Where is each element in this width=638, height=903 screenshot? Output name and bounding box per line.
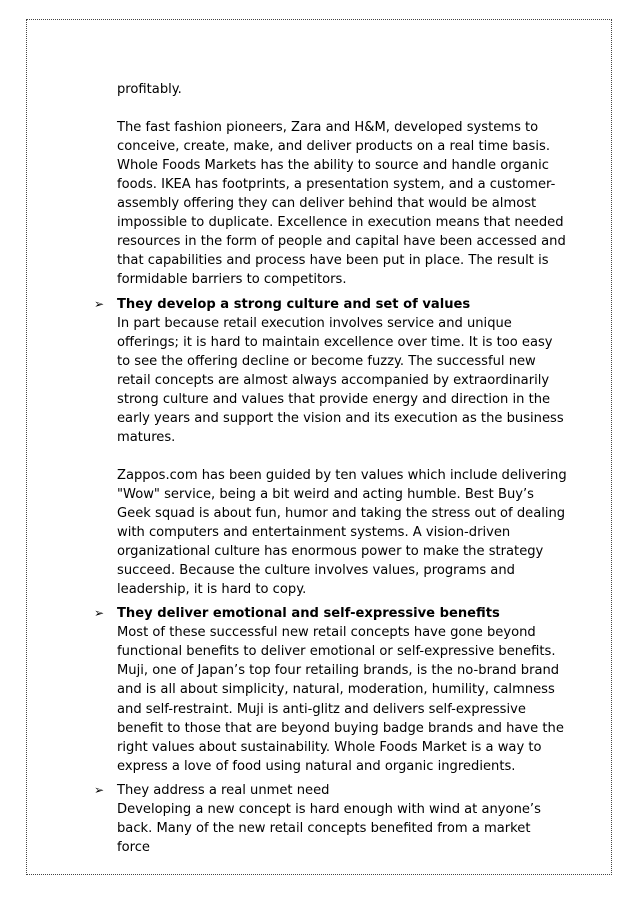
- bullet-paragraph: [117, 623, 567, 775]
- text-line: retail concepts are almost always accompanied by extraordinarily: [117, 372, 550, 388]
- bullet-heading: They address a real unmet need: [117, 782, 330, 798]
- text-line: resources in the form of people and capital have been accessed and: [117, 234, 566, 250]
- text-line: express a love of food using natural and organic ingredients.: [117, 758, 516, 774]
- bullet-heading: They deliver emotional and self-expressive benefits: [117, 606, 500, 622]
- text-line: leadership, it is hard to copy.: [117, 582, 307, 598]
- fast-fashion-paragraph: [117, 118, 567, 289]
- text-line: formidable barriers to competitors.: [117, 272, 347, 288]
- text-line: benefit to those that are beyond buying badge brands and have the: [117, 720, 564, 736]
- text-line: and is all about simplicity, natural, moderation, humility, calmness: [117, 682, 555, 698]
- bullet-paragraph: [117, 800, 567, 857]
- text-line: Zappos.com has been guided by ten values which include delivering: [117, 467, 567, 483]
- text-line: and self-restraint. Muji is anti-glitz and delivers self-expressive: [117, 701, 526, 717]
- text-line: impossible to duplicate. Excellence in execution means that needed: [117, 215, 564, 231]
- arrow-bullet-icon: ➢: [94, 296, 105, 311]
- text-line: matures.: [117, 429, 176, 445]
- text-line: Whole Foods Markets has the ability to source and handle organic: [117, 158, 549, 174]
- text-line: Muji, one of Japan’s top four retailing brands, is the no-brand brand: [117, 663, 560, 679]
- text-line: functional benefits to deliver emotional or self-expressive benefits.: [117, 644, 556, 660]
- text-line: organizational culture has enormous power to make the strategy: [117, 544, 544, 560]
- text-line: back. Many of the new retail concepts benefited from a market force: [117, 820, 531, 855]
- text-line: that capabilities and process have been put in place. The result is: [117, 253, 549, 269]
- arrow-bullet-icon: ➢: [94, 606, 105, 621]
- text-line: conceive, create, make, and deliver products on a real time basis.: [117, 139, 550, 155]
- bullet-culture-values: [94, 295, 567, 600]
- text-line: right values about sustainability. Whole Foods Market is a way to: [117, 739, 542, 755]
- document-body: [94, 80, 567, 857]
- text-line: "Wow" service, being a bit weird and acting humble. Best Buy’s: [117, 486, 534, 502]
- text-line: Developing a new concept is hard enough with wind at anyone’s: [117, 801, 541, 817]
- text-line: strong culture and values that provide energy and direction in the: [117, 391, 551, 407]
- text-line: The fast fashion pioneers, Zara and H&M, developed systems to: [117, 120, 539, 136]
- intro-tail-paragraph: [117, 80, 567, 99]
- text-line: Geek squad is about fun, humor and taking the stress out of dealing: [117, 506, 566, 522]
- text-line: offerings; it is hard to maintain excellence over time. It is too easy: [117, 334, 553, 350]
- arrow-bullet-icon: ➢: [94, 782, 105, 797]
- text-line: early years and support the vision and its execution as the business: [117, 410, 564, 426]
- text-line: assembly offering they can deliver behind that would be almost: [117, 196, 537, 212]
- text-line: succeed. Because the culture involves values, programs and: [117, 563, 515, 579]
- text-line: In part because retail execution involves service and unique: [117, 315, 512, 331]
- bullet-unmet-need: [94, 781, 567, 857]
- text-line: foods. IKEA has footprints, a presentation system, and a customer-: [117, 177, 556, 193]
- bullet-paragraph: [117, 314, 567, 447]
- text-line: Most of these successful new retail concepts have gone beyond: [117, 625, 536, 641]
- text-line: to see the offering decline or become fuzzy. The successful new: [117, 353, 536, 369]
- bullet-emotional-benefits: [94, 604, 567, 775]
- bullet-paragraph: [117, 466, 567, 599]
- bullet-heading: They develop a strong culture and set of values: [117, 296, 471, 312]
- text-line: with computers and entertainment systems. A vision-driven: [117, 525, 511, 541]
- intro-tail-line: profitably.: [117, 82, 182, 97]
